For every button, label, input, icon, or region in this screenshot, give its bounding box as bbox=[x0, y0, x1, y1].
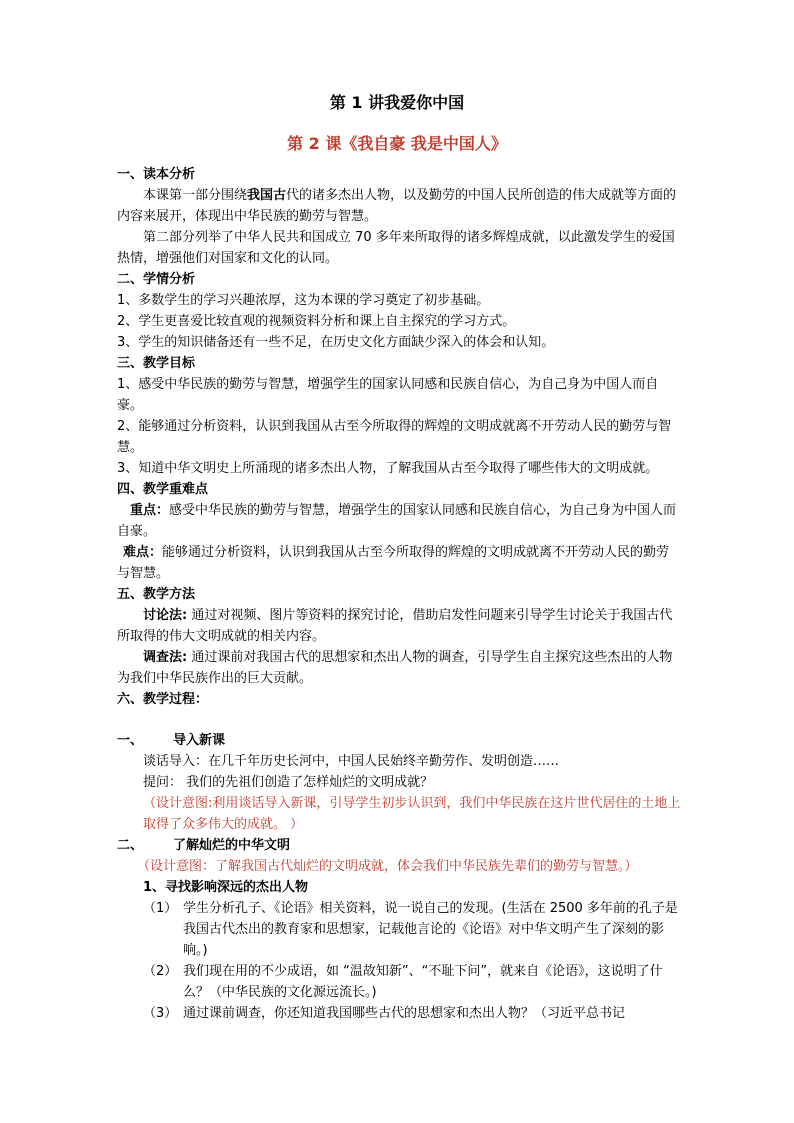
section-heading: 三、教学目标 bbox=[117, 356, 196, 371]
step-text: 通过课前调查，你还知道我国哪些古代的思想家和杰出人物？（习近平总书记 bbox=[183, 1006, 626, 1021]
method-survey bbox=[117, 647, 682, 689]
text-span: 通过课前对我国古代的思想家和杰出人物的调查，引导学生自主探究这些杰出的人物为我们中华民族作出的巨大贡献。 bbox=[117, 650, 673, 686]
text-span: 本课第一部分围绕 bbox=[143, 188, 248, 203]
part-title: 导入新课 bbox=[173, 733, 226, 748]
part-heading bbox=[117, 835, 682, 856]
design-intent: （设计意图:利用谈话导入新课，引导学生初步认识到，我们中华民族在这片世代居住的土地上取得了众多伟大的成就。 ） bbox=[143, 796, 681, 832]
numbered-step bbox=[117, 1003, 682, 1024]
part-title: 了解灿烂的中华文明 bbox=[173, 838, 291, 853]
bold-span: 我国古 bbox=[247, 188, 287, 203]
part-number: 二、 bbox=[117, 838, 144, 853]
step-text: 我们现在用的不少成语，如 “温故知新”、“不耻下问”，就来自《论语》，这说明了什么？（中华民族的文化源远流长。) bbox=[183, 964, 663, 1000]
subheading: 1、寻找影响深远的杰出人物 bbox=[143, 880, 309, 895]
lecture-title: 第 1 讲我爱你中国 bbox=[329, 93, 465, 112]
section-heading: 一、读本分析 bbox=[117, 167, 196, 182]
list-item: 1、多数学生的学习兴趣浓厚，这为本课的学习奠定了初步基础。 bbox=[117, 293, 490, 308]
text-span: 代的诸多杰出人物，以及勤劳的中国人民所创造的伟大成就等方面的内容来展开，体现出中华民族的勤劳与智慧。 bbox=[117, 188, 677, 224]
label: 重点： bbox=[130, 503, 170, 518]
difficult-point bbox=[117, 542, 682, 584]
paragraph: 谈话导入：在几千年历史长河中，中国人民始终辛勤劳作、发明创造…… bbox=[143, 754, 560, 769]
paragraph bbox=[117, 185, 682, 227]
section-heading: 五、教学方法 bbox=[117, 587, 196, 602]
step-number: （3） bbox=[143, 1006, 178, 1021]
paragraph: 提问： 我们的先祖们创造了怎样灿烂的文明成就？ bbox=[143, 775, 434, 790]
design-intent: （设计意图：了解我国古代灿烂的文明成就，体会我们中华民族先辈们的勤劳与智慧。） bbox=[137, 859, 638, 874]
numbered-step bbox=[117, 898, 682, 961]
list-item: 2、能够通过分析资料，认识到我国从古至今所取得的辉煌的文明成就离不开劳动人民的勤劳与智慧。 bbox=[117, 419, 672, 455]
step-number: （1） bbox=[143, 901, 178, 916]
list-item: 2、学生更喜爱比较直观的视频资料分析和课上自主探究的学习方式。 bbox=[117, 314, 516, 329]
list-item: 3、学生的知识储备还有一些不足，在历史文化方面缺少深入的体会和认知。 bbox=[117, 335, 555, 350]
text-span: 能够通过分析资料，认识到我国从古至今所取得的辉煌的文明成就离不开劳动人民的勤劳与智慧。 bbox=[117, 545, 670, 581]
paragraph: 第二部分列举了中华人民共和国成立 70 多年来所取得的诸多辉煌成就，以此激发学生的爱国热情，增强他们对国家和文化的认同。 bbox=[117, 230, 675, 266]
spacer bbox=[117, 710, 682, 730]
section-heading: 二、学情分析 bbox=[117, 272, 196, 287]
label: 讨论法: bbox=[143, 608, 188, 623]
part-number: 一、 bbox=[117, 733, 144, 748]
list-item: 1、感受中华民族的勤劳与智慧，增强学生的国家认同感和民族自信心，为自己身为中国人而自豪。 bbox=[117, 377, 659, 413]
list-item: 3、知道中华文明史上所涌现的诸多杰出人物，了解我国从古至今取得了哪些伟大的文明成就。 bbox=[117, 461, 659, 476]
label: 调查法: bbox=[143, 650, 188, 665]
section-heading: 六、教学过程： bbox=[117, 692, 209, 707]
method-discussion bbox=[117, 605, 682, 647]
numbered-step bbox=[117, 961, 682, 1003]
text-span: 感受中华民族的勤劳与智慧，增强学生的国家认同感和民族自信心，为自己身为中国人而自豪。 bbox=[117, 503, 677, 539]
step-number: （2） bbox=[143, 964, 178, 979]
section-heading: 四、教学重难点 bbox=[117, 482, 209, 497]
part-heading bbox=[117, 730, 682, 751]
lesson-title: 第 2 课《我自豪 我是中国人》 bbox=[287, 134, 507, 153]
label: 难点： bbox=[123, 545, 163, 560]
step-text: 学生分析孔子、《论语》相关资料，说一说自己的发现。(生活在 2500 多年前的孔子是我国古代杰出的教育家和思想家，记载他言论的《论语》对中华文明产生了深刻的影响。) bbox=[183, 901, 678, 958]
document-body bbox=[117, 164, 682, 1024]
text-span: 通过对视频、图片等资料的探究讨论，借助启发性问题来引导学生讨论关于我国古代所取得的伟大文明成就的相关内容。 bbox=[117, 608, 673, 644]
key-point bbox=[117, 500, 682, 542]
